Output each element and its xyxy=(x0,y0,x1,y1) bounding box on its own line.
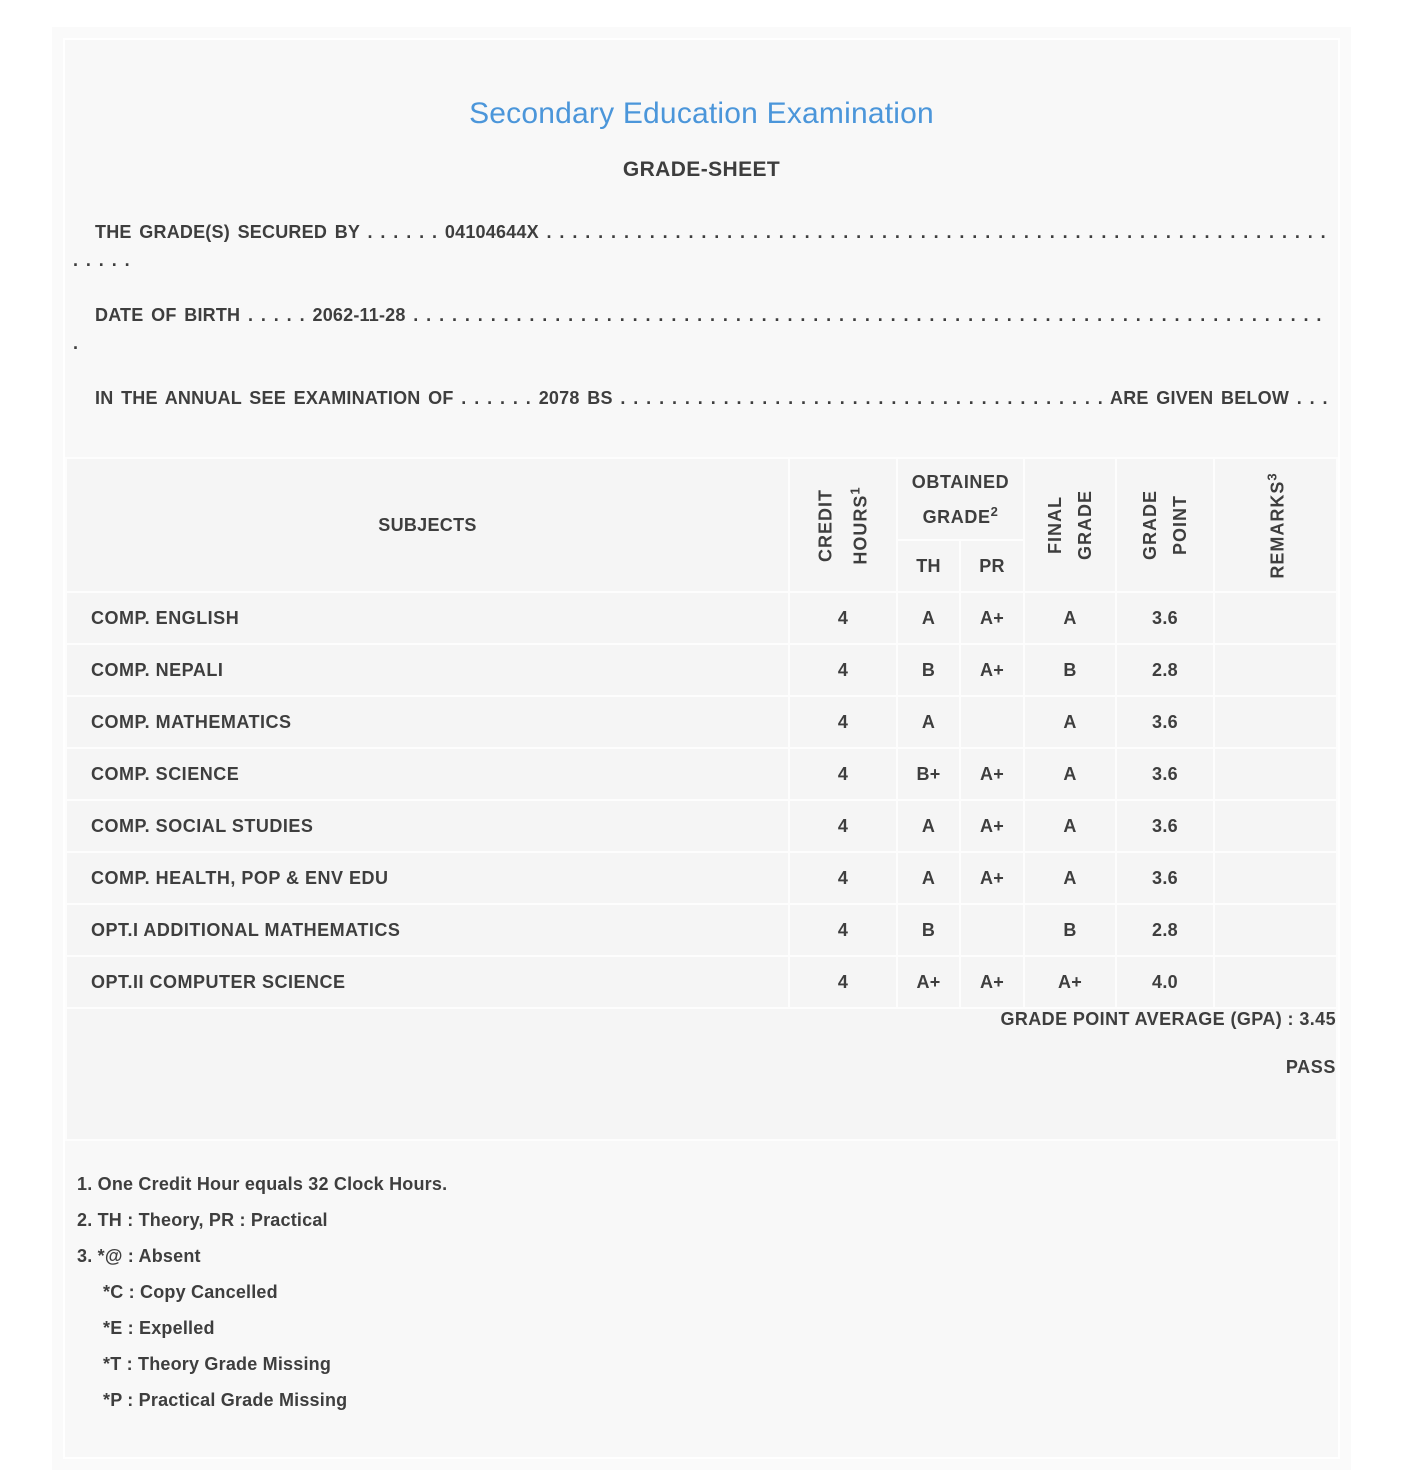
grade-row xyxy=(67,749,1336,799)
footnote-item: 2. TH : Theory, PR : Practical xyxy=(77,1210,328,1230)
credit-hours-cell: 4 xyxy=(790,749,896,799)
intro-paragraph-secured-by xyxy=(73,218,1328,274)
obtained-grade-label: OBTAINED GRADE$^2$ xyxy=(911,471,1010,527)
theory-grade-cell: B+ xyxy=(898,749,959,799)
final-grade-cell: B xyxy=(1025,905,1115,955)
footnote-item: 3. *@ : Absent xyxy=(77,1246,201,1266)
remarks-cell xyxy=(1215,905,1336,955)
subject-cell: COMP. HEALTH, POP & ENV EDU xyxy=(67,853,788,903)
remarks-cell xyxy=(1215,853,1336,903)
subject-cell: OPT.II COMPUTER SCIENCE xyxy=(67,957,788,1007)
gpa-value: 3.45 xyxy=(1299,1009,1336,1029)
footnote-ref-1: 1 xyxy=(847,485,863,495)
page-wrapper xyxy=(52,27,1351,1470)
final-grade-cell: A+ xyxy=(1025,957,1115,1007)
remarks-cell xyxy=(1215,749,1336,799)
practical-grade-cell xyxy=(961,905,1023,955)
column-header-final-grade xyxy=(1025,459,1115,591)
practical-grade-cell xyxy=(961,697,1023,747)
subject-cell: COMP. MATHEMATICS xyxy=(67,697,788,747)
dotted-leader: . . . . . . . . . . . . . . . . . . . . . . . . . . . . . . . . . . . . . . . . . . . . . . . . . . . . . . . . . . . . . . . . . . xyxy=(73,222,1326,270)
remarks-cell xyxy=(1215,697,1336,747)
dotted-leader: . . . . . . . . . . . . . . . . . . . . . . . . . . . . . . . . . . . . . . . . . . . . . . . . . . . . . . . . . . . . . . . . . . . . . . . . xyxy=(73,305,1322,353)
intro-paragraph-date-of-birth xyxy=(73,301,1328,357)
grade-point-cell: 4.0 xyxy=(1117,957,1213,1007)
theory-grade-cell: A xyxy=(898,593,959,643)
dotted-leader: . . . . . . . . . . . . . . . . . . . . . . . . . . . . . . . . . . . . . . xyxy=(620,388,1103,408)
dotted-leader: . . . . . . xyxy=(461,388,532,408)
student-symbol-number: 04104644X xyxy=(444,222,539,242)
subject-cell: COMP. SOCIAL STUDIES xyxy=(67,801,788,851)
examination-year-value: 2078 BS xyxy=(538,388,613,408)
theory-grade-cell: A xyxy=(898,801,959,851)
footnote-item: 1. One Credit Hour equals 32 Clock Hours. xyxy=(77,1174,448,1194)
final-grade-cell: A xyxy=(1025,593,1115,643)
grade-point-cell: 3.6 xyxy=(1117,801,1213,851)
grade-point-cell: 3.6 xyxy=(1117,593,1213,643)
final-grade-cell: A xyxy=(1025,801,1115,851)
theory-grade-cell: A xyxy=(898,697,959,747)
final-grade-rotated-label: FINAL GRADE xyxy=(1044,489,1095,561)
practical-grade-cell: A+ xyxy=(961,645,1023,695)
summary-cell xyxy=(67,1009,1336,1139)
grade-point-rotated-label: GRADE POINT xyxy=(1139,489,1190,561)
practical-grade-cell: A+ xyxy=(961,593,1023,643)
footnote-ref-3: 3 xyxy=(1265,471,1280,481)
result-status: PASS xyxy=(1285,1057,1336,1077)
remarks-rotated-label: REMARKS$^3$ xyxy=(1265,471,1288,579)
remarks-cell xyxy=(1215,645,1336,695)
dotted-leader: . . . . . xyxy=(247,305,305,325)
grade-row xyxy=(67,957,1336,1007)
final-grade-cell: B xyxy=(1025,645,1115,695)
remarks-cell xyxy=(1215,593,1336,643)
credit-hours-cell: 4 xyxy=(790,905,896,955)
grade-row xyxy=(67,853,1336,903)
footnote-item: *P : Practical Grade Missing xyxy=(103,1390,348,1410)
column-header-practical: PR xyxy=(961,541,1023,591)
grade-point-cell: 2.8 xyxy=(1117,905,1213,955)
credit-hours-rotated-label: CREDIT HOURS$^1$ xyxy=(815,485,871,565)
credit-hours-cell: 4 xyxy=(790,645,896,695)
footnotes-list xyxy=(65,1171,1338,1414)
gpa-label: GRADE POINT AVERAGE (GPA) xyxy=(1000,1009,1283,1029)
examination-suffix: ARE GIVEN BELOW . . . xyxy=(1110,388,1328,408)
credit-hours-cell: 4 xyxy=(790,801,896,851)
remarks-cell xyxy=(1215,801,1336,851)
grade-point-cell: 3.6 xyxy=(1117,697,1213,747)
footnote-item: *E : Expelled xyxy=(103,1318,215,1338)
final-grade-cell: A xyxy=(1025,749,1115,799)
credit-hours-cell: 4 xyxy=(790,697,896,747)
subject-cell: COMP. SCIENCE xyxy=(67,749,788,799)
grades-table-body xyxy=(67,593,1336,1007)
theory-grade-cell: B xyxy=(898,905,959,955)
examination-label: IN THE ANNUAL SEE EXAMINATION OF xyxy=(95,388,454,408)
remarks-cell xyxy=(1215,957,1336,1007)
subject-cell: COMP. NEPALI xyxy=(67,645,788,695)
column-header-credit-hours xyxy=(790,459,896,591)
practical-grade-cell: A+ xyxy=(961,957,1023,1007)
gpa-line xyxy=(67,1009,1336,1030)
grade-row xyxy=(67,645,1336,695)
grade-point-cell: 2.8 xyxy=(1117,645,1213,695)
footnote-item: *T : Theory Grade Missing xyxy=(103,1354,332,1374)
gpa-separator: : xyxy=(1282,1009,1300,1029)
dotted-leader: . . . . . . xyxy=(367,222,438,242)
column-header-theory: TH xyxy=(898,541,959,591)
date-of-birth-label: DATE OF BIRTH xyxy=(95,305,241,325)
column-header-remarks xyxy=(1215,459,1336,591)
grade-sheet-panel xyxy=(63,38,1340,1459)
grades-table xyxy=(65,457,1338,1141)
grade-row xyxy=(67,697,1336,747)
grade-row xyxy=(67,593,1336,643)
footnote-item: *C : Copy Cancelled xyxy=(103,1282,278,1302)
credit-hours-cell: 4 xyxy=(790,957,896,1007)
practical-grade-cell: A+ xyxy=(961,801,1023,851)
theory-grade-cell: B xyxy=(898,645,959,695)
sheet-subtitle: GRADE-SHEET xyxy=(622,158,781,181)
practical-grade-cell: A+ xyxy=(961,853,1023,903)
theory-grade-cell: A+ xyxy=(898,957,959,1007)
credit-hours-cell: 4 xyxy=(790,593,896,643)
column-header-subjects: SUBJECTS xyxy=(67,459,788,591)
intro-paragraph-examination xyxy=(73,384,1328,412)
practical-grade-cell: A+ xyxy=(961,749,1023,799)
date-of-birth-value: 2062-11-28 xyxy=(312,305,406,325)
grade-row xyxy=(67,905,1336,955)
final-grade-cell: A xyxy=(1025,853,1115,903)
grade-point-cell: 3.6 xyxy=(1117,749,1213,799)
column-header-grade-point xyxy=(1117,459,1213,591)
subject-cell: OPT.I ADDITIONAL MATHEMATICS xyxy=(67,905,788,955)
footnote-ref-2: 2 xyxy=(990,503,999,519)
intro-section xyxy=(65,218,1338,412)
page-title: Secondary Education Examination xyxy=(469,97,934,130)
final-grade-cell: A xyxy=(1025,697,1115,747)
theory-grade-cell: A xyxy=(898,853,959,903)
grade-point-cell: 3.6 xyxy=(1117,853,1213,903)
grade-row xyxy=(67,801,1336,851)
column-header-obtained-grade xyxy=(898,459,1023,539)
credit-hours-cell: 4 xyxy=(790,853,896,903)
secured-by-label: THE GRADE(S) SECURED BY xyxy=(95,222,360,242)
subject-cell: COMP. ENGLISH xyxy=(67,593,788,643)
